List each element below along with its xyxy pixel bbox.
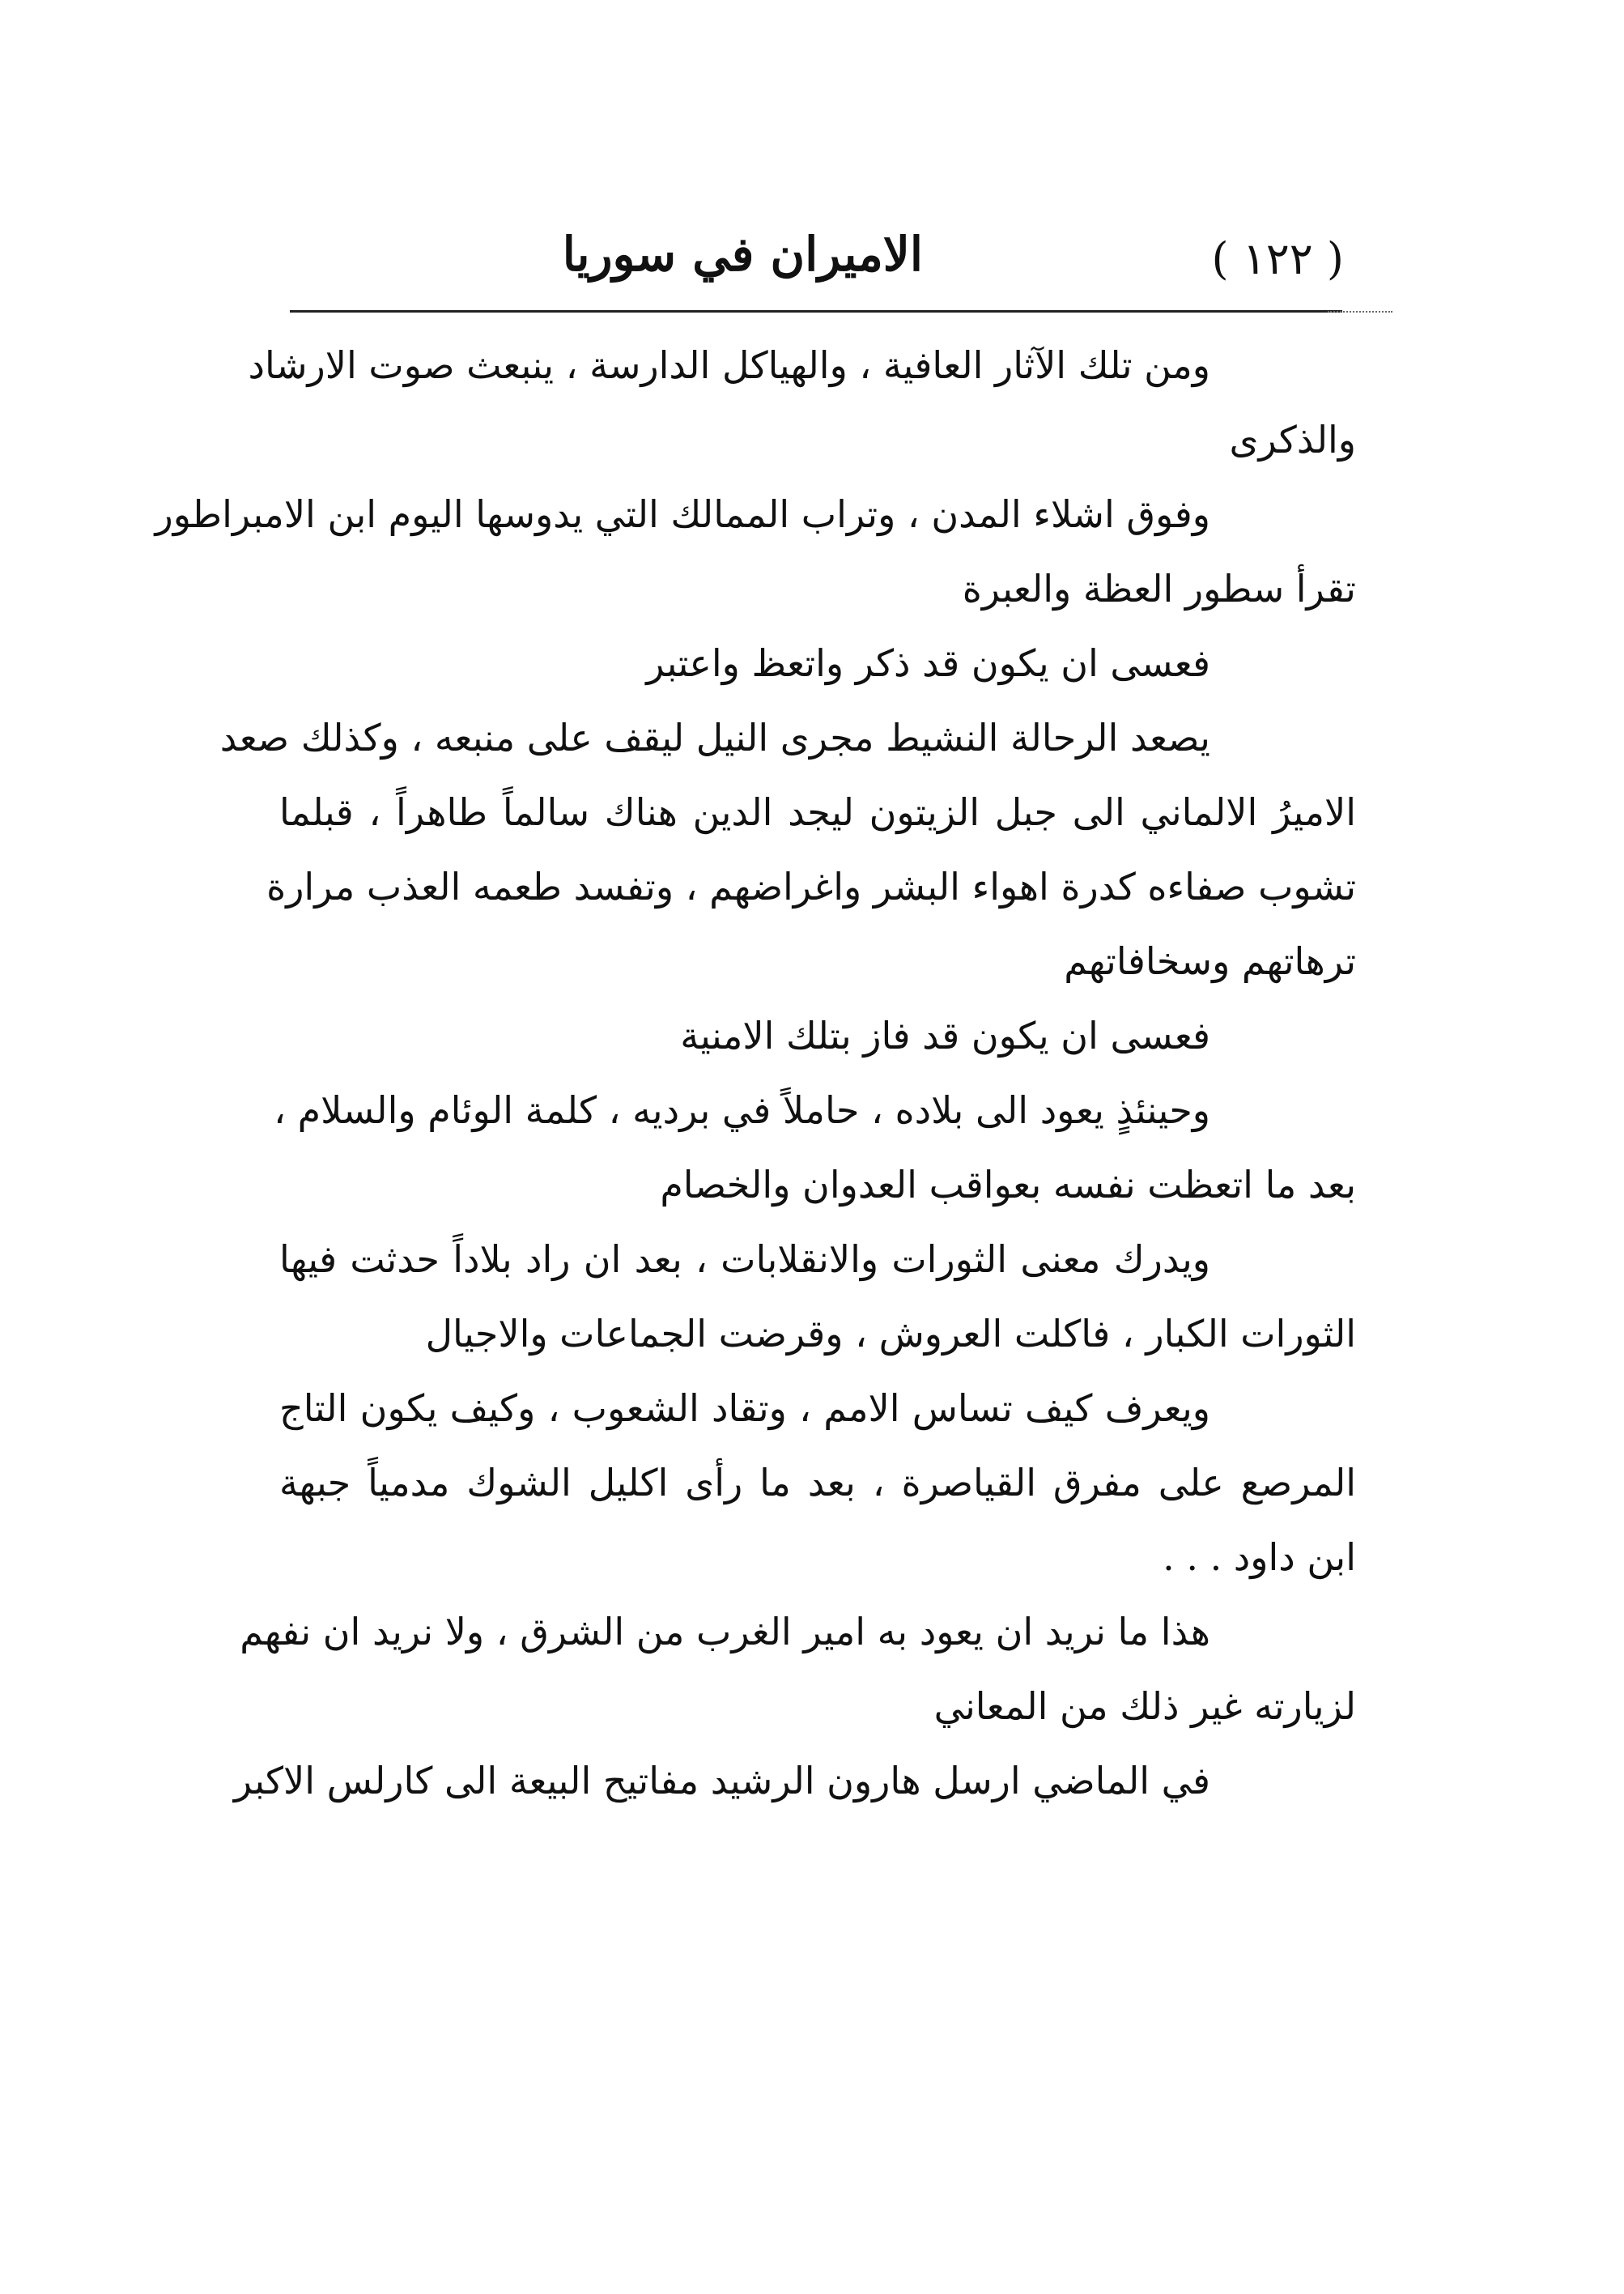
- text-line: هذا ما نريد ان يعود به امير الغرب من الشرق ، ولا نريد ان نفهم: [240, 1610, 1210, 1653]
- text-line: بعد ما اتعظت نفسه بعواقب العدوان والخصام: [660, 1163, 1356, 1207]
- text-line: ويدرك معنى الثورات والانقلابات ، بعد ان راد بلاداً حدثت فيها: [279, 1237, 1210, 1281]
- text-line: الثورات الكبار ، فاكلت العروش ، وقرضت الجماعات والاجيال: [425, 1312, 1356, 1356]
- text-line: والذكرى: [1229, 418, 1356, 462]
- text-line: في الماضي ارسل هارون الرشيد مفاتيح البيعة الى كارلس الاكبر: [233, 1759, 1210, 1802]
- header-rule: [290, 310, 1342, 313]
- text-line: الاميرُ الالماني الى جبل الزيتون ليجد الدين هناك سالماً طاهراً ، قبلما: [279, 790, 1356, 834]
- text-line: تقرأ سطور العظة والعبرة: [962, 567, 1356, 611]
- header-rule-dots: [1328, 311, 1392, 313]
- text-line: لزيارته غير ذلك من المعاني: [933, 1684, 1356, 1728]
- text-line: يصعد الرحالة النشيط مجرى النيل ليقف على منبعه ، وكذلك صعد: [219, 716, 1210, 760]
- text-line: المرصع على مفرق القياصرة ، بعد ما رأى اكليل الشوك مدمياً جبهة: [279, 1461, 1356, 1505]
- text-line: ومن تلك الآثار العافية ، والهياكل الدارسة ، ينبعث صوت الارشاد: [248, 343, 1210, 387]
- page-number: ( ١٢٢ ): [1211, 233, 1344, 284]
- text-line: وفوق اشلاء المدن ، وتراب الممالك التي يدوسها اليوم ابن الامبراطور: [155, 492, 1210, 536]
- text-line: وحينئذٍ يعود الى بلاده ، حاملاً في برديه ، كلمة الوئام والسلام ،: [274, 1088, 1210, 1132]
- text-line: ويعرف كيف تساس الامم ، وتقاد الشعوب ، وكيف يكون التاج: [279, 1386, 1210, 1430]
- text-line: فعسى ان يكون قد فاز بتلك الامنية: [680, 1014, 1210, 1058]
- text-line: فعسى ان يكون قد ذكر واتعظ واعتبر: [646, 641, 1210, 685]
- running-title: الاميران في سوريا: [562, 227, 923, 282]
- text-line: ابن داود . . .: [1163, 1535, 1356, 1579]
- body-text: [155, 328, 1356, 1818]
- text-line: تشوب صفاءه كدرة اهواء البشر واغراضهم ، وتفسد طعمه العذب مرارة: [266, 865, 1356, 909]
- text-line: ترهاتهم وسخافاتهم: [1064, 939, 1356, 983]
- page-header: [291, 219, 1344, 308]
